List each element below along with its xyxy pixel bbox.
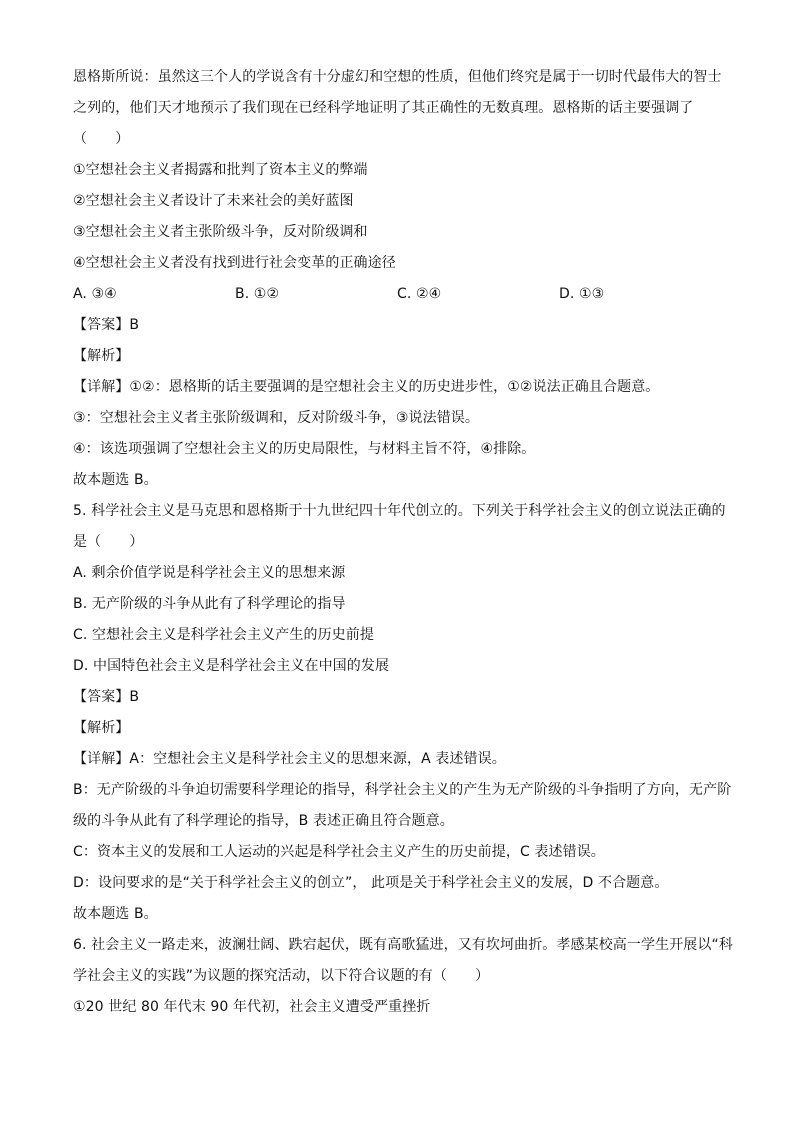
q4-detail-1: 【详解】①②：恩格斯的话主要强调的是空想社会主义的历史进步性，①②说法正确且合题意。 <box>73 379 660 395</box>
q4-option-c: C. ②④ <box>397 286 442 302</box>
q5-detail-2: B：无产阶级的斗争迫切需要科学理论的指导，科学社会主义的产生为无产阶级的斗争指明了方向，无产阶 <box>73 782 732 798</box>
q4-detail-4: 故本题选 B。 <box>73 472 158 488</box>
q4-detail-2: ③：空想社会主义者主张阶级调和，反对阶级斗争，③说法错误。 <box>73 410 479 426</box>
q4-option-b: B. ①② <box>235 286 280 302</box>
q4-stem-line-3: （ ） <box>73 131 130 147</box>
q4-item-4: ④空想社会主义者没有找到进行社会变革的正确途径 <box>73 255 396 271</box>
q4-detail-3: ④：该选项强调了空想社会主义的历史局限性，与材料主旨不符，④排除。 <box>73 441 536 457</box>
q5-stem-line-2: 是（ ） <box>73 534 144 550</box>
q6-stem-line-1: 6. 社会主义一路走来，波澜壮阔、跌宕起伏，既有高歌猛进，又有坎坷曲折。孝感某校高一学生开展以“科 <box>73 937 733 953</box>
q5-detail-3: 级的斗争从此有了科学理论的指导，B 表述正确且符合题意。 <box>73 813 454 829</box>
q4-item-2: ②空想社会主义者设计了未来社会的美好蓝图 <box>73 193 354 209</box>
q5-detail-5: D：设问要求的是“关于科学社会主义的创立”， 此项是关于科学社会主义的发展，D 不合题意。 <box>73 875 669 891</box>
q5-option-c: C. 空想社会主义是科学社会主义产生的历史前提 <box>73 627 374 643</box>
q5-stem-line-1: 5. 科学社会主义是马克思和恩格斯于十九世纪四十年代创立的。下列关于科学社会主义的创立说法正确的 <box>73 503 726 519</box>
document-page <box>73 62 733 1023</box>
q5-option-b: B. 无产阶级的斗争从此有了科学理论的指导 <box>73 596 346 612</box>
q5-detail-4: C：资本主义的发展和工人运动的兴起是科学社会主义产生的历史前提，C 表述错误。 <box>73 844 605 860</box>
q4-answer: 【答案】B <box>73 317 140 333</box>
q4-item-3: ③空想社会主义者主张阶级斗争，反对阶级调和 <box>73 224 368 240</box>
q4-analysis-label: 【解析】 <box>73 348 130 364</box>
q4-option-a: A. ③④ <box>73 286 117 302</box>
q6-item-1: ①20 世纪 80 年代末 90 年代初，社会主义遭受严重挫折 <box>73 999 431 1015</box>
q4-option-d: D. ①③ <box>559 286 605 302</box>
q4-stem-line-1: 恩格斯所说：虽然这三个人的学说含有十分虚幻和空想的性质，但他们终究是属于一切时代最伟大的智士 <box>73 69 722 85</box>
q4-stem-line-2: 之列的，他们天才地预示了我们现在已经科学地证明了其正确性的无数真理。恩格斯的话主要强调了 <box>73 100 694 116</box>
q5-analysis-label: 【解析】 <box>73 720 130 736</box>
q5-option-d: D. 中国特色社会主义是科学社会主义在中国的发展 <box>73 658 390 674</box>
q4-options <box>73 279 733 310</box>
q5-option-a: A. 剩余价值学说是科学社会主义的思想来源 <box>73 565 346 581</box>
q4-item-1: ①空想社会主义者揭露和批判了资本主义的弊端 <box>73 162 368 178</box>
q5-detail-6: 故本题选 B。 <box>73 906 158 922</box>
q5-detail-1: 【详解】A：空想社会主义是科学社会主义的思想来源，A 表述错误。 <box>73 751 506 767</box>
q6-stem-line-2: 学社会主义的实践”为议题的探究活动，以下符合议题的有（ ） <box>73 968 490 984</box>
q5-answer: 【答案】B <box>73 689 140 705</box>
